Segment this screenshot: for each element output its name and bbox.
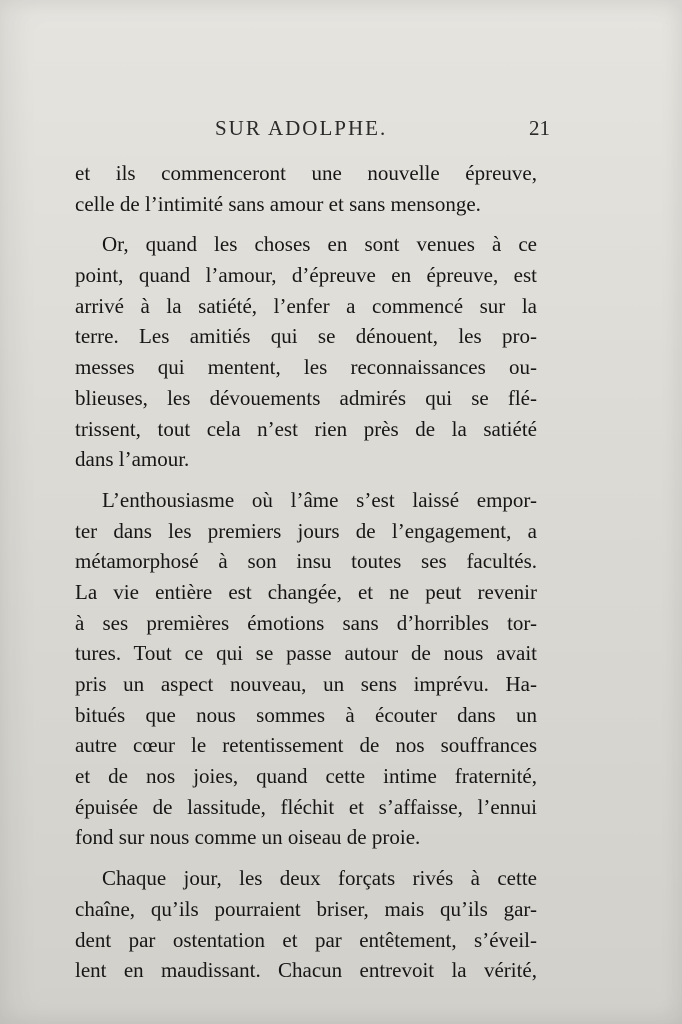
page-number: 21 xyxy=(529,116,550,140)
paragraph-1 xyxy=(75,158,537,219)
running-head xyxy=(70,116,550,150)
body-text xyxy=(75,158,537,996)
text-line: dans l’amour. xyxy=(75,447,190,472)
running-title: SUR ADOLPHE. xyxy=(215,116,388,140)
text-line: dent par ostentation et par entêtement, s’éveil- xyxy=(75,927,537,952)
text-line: celle de l’intimité sans amour et sans mensonge. xyxy=(75,191,481,216)
text-line: chaîne, qu’ils pourraient briser, mais qu’ils gar- xyxy=(75,896,537,921)
text-line: Or, quand les choses en sont venues à ce xyxy=(102,232,537,257)
text-line: à ses premières émotions sans d’horribles tor- xyxy=(75,610,537,635)
text-line: point, quand l’amour, d’épreuve en épreuve, est xyxy=(75,263,537,288)
text-line: terre. Les amitiés qui se dénouent, les pro- xyxy=(75,324,537,349)
text-line: Chaque jour, les deux forçats rivés à cette xyxy=(102,866,537,891)
text-line: et ils commenceront une nouvelle épreuve, xyxy=(75,161,537,185)
text-line: ter dans les premiers jours de l’engagement, a xyxy=(75,518,537,543)
text-line: L’enthousiasme où l’âme s’est laissé empor- xyxy=(102,487,537,512)
text-line: pris un aspect nouveau, un sens imprévu. Ha- xyxy=(75,672,537,696)
text-line: épuisée de lassitude, fléchit et s’affaisse, l’ennui xyxy=(75,794,537,819)
text-line: tures. Tout ce qui se passe autour de nous avait xyxy=(75,641,537,666)
text-line: messes qui mentent, les reconnaissances ou- xyxy=(75,355,537,380)
text-line: autre cœur le retentissement de nos souffrances xyxy=(75,733,537,758)
paragraph-3 xyxy=(75,485,537,853)
paragraph-4 xyxy=(75,863,537,986)
text-line: arrivé à la satiété, l’enfer a commencé sur la xyxy=(75,293,537,318)
text-line: bitués que nous sommes à écouter dans un xyxy=(75,702,537,727)
text-line: La vie entière est changée, et ne peut revenir xyxy=(75,579,537,604)
text-line: lent en maudissant. Chacun entrevoit la vérité, xyxy=(75,958,537,983)
text-line: et de nos joies, quand cette intime fraternité, xyxy=(75,764,537,789)
text-line: blieuses, les dévouements admirés qui se flé- xyxy=(75,385,537,410)
text-line: trissent, tout cela n’est rien près de la satiété xyxy=(75,416,537,441)
paragraph-2 xyxy=(75,229,537,475)
text-line: fond sur nous comme un oiseau de proie. xyxy=(75,825,421,850)
text-line: métamorphosé à son insu toutes ses facultés. xyxy=(75,549,537,574)
